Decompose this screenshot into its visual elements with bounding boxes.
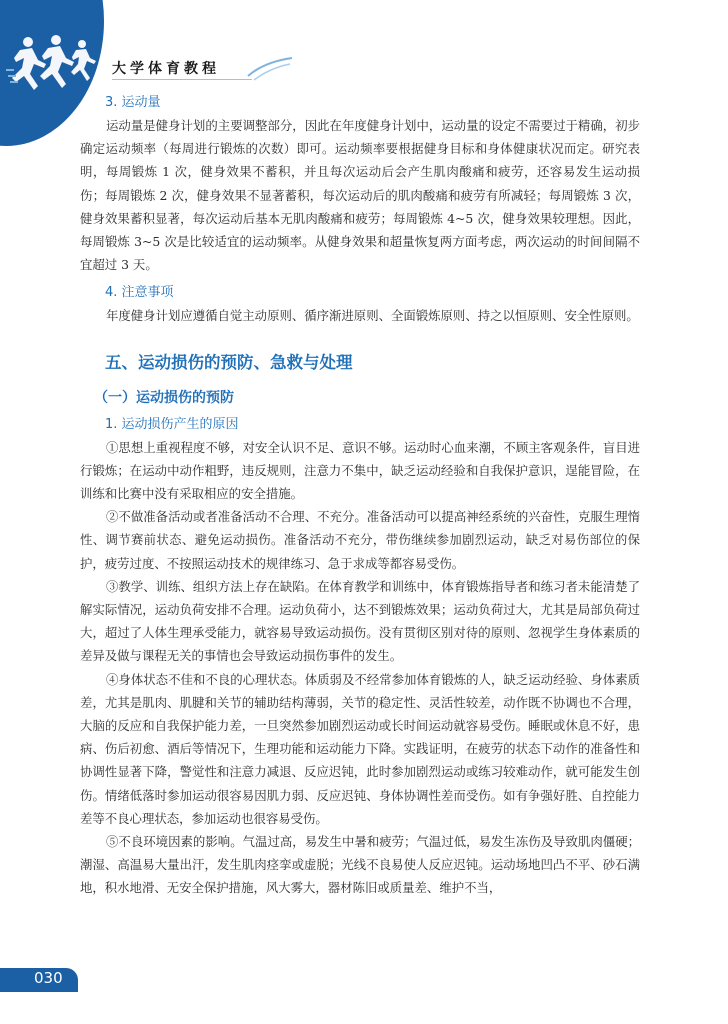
- section-heading-notes: 4. 注意事项: [105, 285, 174, 301]
- cause-heading: 1. 运动损伤产生的原因: [105, 416, 239, 432]
- paragraph-cause-5: ⑤不良环境因素的影响。气温过高，易发生中暑和疲劳；气温过低，易发生冻伤及导致肌肉僵硬；潮湿、高温易大量出汗，发生肌肉痉挛或虚脱；光线不良易使人反应迟钝。运动场地凹凸不平、砂石满地，积水地滑、无安全保护措施，风大雾大，器材陈旧或质量差、维护不当，: [80, 834, 640, 896]
- page-number: 030: [34, 969, 63, 987]
- runners-logo-icon: [6, 30, 102, 100]
- section-heading-load: 3. 运动量: [105, 95, 161, 110]
- paragraph-cause-4: ④身体状态不佳和不良的心理状态。体质弱及不经常参加体育锻炼的人，缺乏运动经验、身体素质差，尤其是肌肉、肌腱和关节的辅助结构薄弱，关节的稳定性、灵活性较差，动作既不协调也不合理，大脑的反应和自我保护能力差，一旦突然参加剧烈运动或长时间运动就容易受伤。睡眠或休息不好，患病、伤后初愈、酒后等情况下，生理功能和运动能力下降。实践证明，在疲劳的状态下动作的准备性和协调性显著下降，警觉性和注意力减退、反应迟钝，此时参加剧烈运动或练习较难动作，就可能发生创伤。情绪低落时参加运动很容易因肌力弱、反应迟钝、身体协调性差而受伤。如有争强好胜、自控能力差等不良心理状态，参加运动也很容易受伤。: [80, 671, 640, 826]
- page-content: [80, 92, 640, 900]
- book-title: 大学体育教程: [112, 61, 220, 77]
- paragraph-cause-1: ①思想上重视程度不够，对安全认识不足、意识不够。运动时心血来潮，不顾主客观条件，盲目进行锻炼；在运动中动作粗野，违反规则，注意力不集中，缺乏运动经验和自我保护意识，逞能冒险，在训练和比赛中没有采取相应的安全措施。: [80, 439, 640, 502]
- paragraph-notes: 年度健身计划应遵循自觉主动原则、循序渐进原则、全面锻炼原则、持之以恒原则、安全性原则。: [106, 308, 639, 324]
- paragraph-cause-2: ②不做准备活动或者准备活动不合理、不充分。准备活动可以提高神经系统的兴奋性，克服生理惰性、调节赛前状态、避免运动损伤。准备活动不充分，带伤继续参加剧烈运动，缺乏对易伤部位的保护，疲劳过度、不按照运动技术的规律练习、急于求成等都容易受伤。: [80, 509, 640, 571]
- chapter-heading: 五、运动损伤的预防、急救与处理: [105, 352, 353, 372]
- paragraph-load: 运动量是健身计划的主要调整部分，因此在年度健身计划中，运动量的设定不需要过于精确，初步确定运动频率（每周进行锻炼的次数）即可。运动频率要根据健身目标和身体健康状况而定。研究表明，每周锻炼 1 次，健身效果不蓄积，并且每次运动后会产生肌肉酸痛和疲劳，还容易发生运动损伤；每周锻炼 2 次，健身效果不显著蓄积，每次运动后的肌肉酸痛和疲劳有所减轻；每周锻炼 3 次，健身效果蓄积显著，每次运动后基本无肌肉酸痛和疲劳；每周锻炼 4~5 次，健身效果较理想。因此，每周锻炼 3~5 次是比较适宜的运动频率。从健身效果和超量恢复两方面考虑，两次运动的时间间隔不宜超过 3 天。: [80, 118, 640, 273]
- swoosh-icon: [246, 54, 296, 84]
- paragraph-cause-3: ③教学、训练、组织方法上存在缺陷。在体育教学和训练中，体育锻炼指导者和练习者未能清楚了解实际情况，运动负荷安排不合理。运动负荷小，达不到锻炼效果；运动负荷过大，尤其是局部负荷过大，超过了人体生理承受能力，就容易导致运动损伤。没有贯彻区别对待的原则、忽视学生身体素质的差异及做与课程无关的事情也会导致运动损伤事件的发生。: [80, 578, 640, 664]
- header-underline: [112, 79, 252, 80]
- subsection-heading: （一）运动损伤的预防: [94, 389, 234, 406]
